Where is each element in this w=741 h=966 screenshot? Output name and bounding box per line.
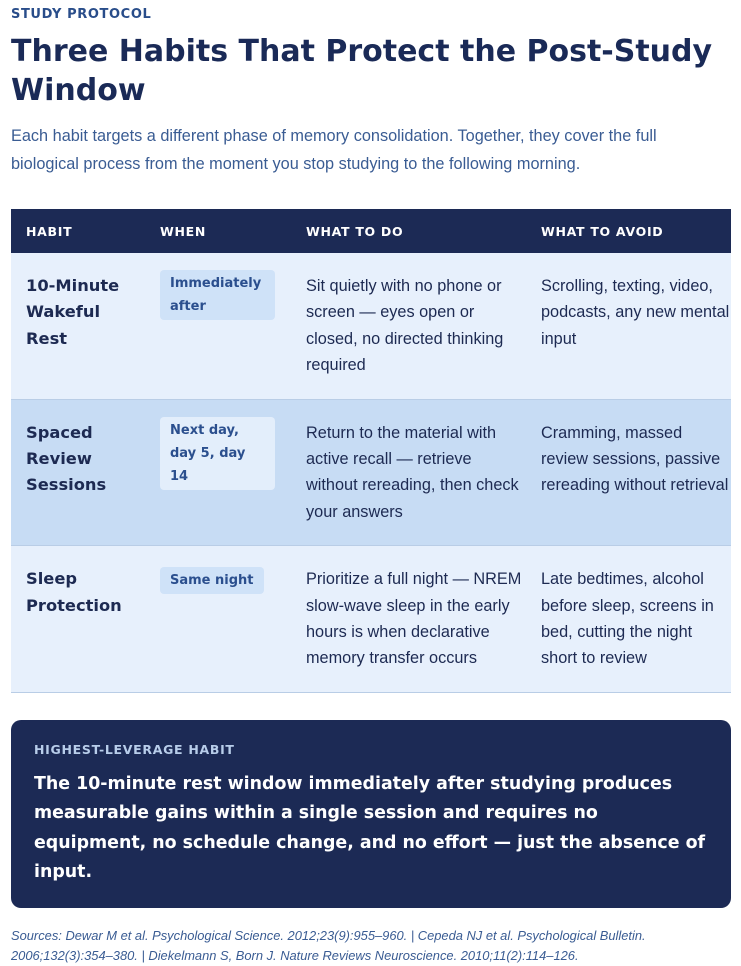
habit-name: Spaced Review Sessions: [11, 399, 145, 546]
table-header-row: [11, 209, 731, 253]
page-title: Three Habits That Protect the Post-Study Window: [11, 34, 713, 108]
table-row: [11, 399, 731, 546]
when-badge: Next day, day 5, day 14: [160, 417, 275, 490]
what-to-do-cell: Sit quietly with no phone or screen — eyes open or closed, no directed thinking required: [291, 253, 526, 399]
table-row: [11, 253, 731, 399]
when-cell: [145, 253, 291, 399]
habit-name: Sleep Protection: [11, 546, 145, 693]
callout-label: HIGHEST-LEVERAGE HABIT: [34, 741, 235, 757]
when-cell: [145, 399, 291, 546]
callout-text: The 10-minute rest window immediately after studying produces measurable gains within a single session and requires no equipment, no schedule change, and no effort — just the absence of input.: [34, 773, 706, 883]
when-badge: Immediately after: [160, 270, 275, 320]
column-header-habit: HABIT: [11, 209, 145, 253]
what-to-do-cell: Return to the material with active recall — retrieve without rereading, then check your answers: [291, 399, 526, 546]
eyebrow-label: STUDY PROTOCOL: [11, 7, 152, 22]
column-header-what-to-do: WHAT TO DO: [291, 209, 526, 253]
table-row: [11, 546, 731, 693]
what-to-do-cell: Prioritize a full night — NREM slow-wave sleep in the early hours is when declarative memory transfer occurs: [291, 546, 526, 693]
sources-citation: Sources: Dewar M et al. Psychological Science. 2012;23(9):955–960. | Cepeda NJ et al. Psychological Bulletin. 2006;132(3):354–380. | Diekelmann S, Born J. Nature Reviews Neuroscience. 2010;11(2):114–126.: [11, 927, 646, 963]
lead-paragraph: Each habit targets a different phase of memory consolidation. Together, they cover the full biological process from the moment you stop studying to the following morning.: [11, 127, 657, 173]
what-to-avoid-cell: Late bedtimes, alcohol before sleep, screens in bed, cutting the night short to review: [526, 546, 731, 693]
when-badge: Same night: [160, 567, 264, 594]
what-to-avoid-cell: Scrolling, texting, video, podcasts, any new mental input: [526, 253, 731, 399]
what-to-avoid-cell: Cramming, massed review sessions, passive rereading without retrieval: [526, 399, 731, 546]
habit-name: 10-Minute Wakeful Rest: [11, 253, 145, 399]
when-cell: [145, 546, 291, 693]
highest-leverage-callout: [11, 720, 731, 908]
habits-table: [11, 209, 731, 693]
column-header-what-to-avoid: WHAT TO AVOID: [526, 209, 731, 253]
column-header-when: WHEN: [145, 209, 291, 253]
